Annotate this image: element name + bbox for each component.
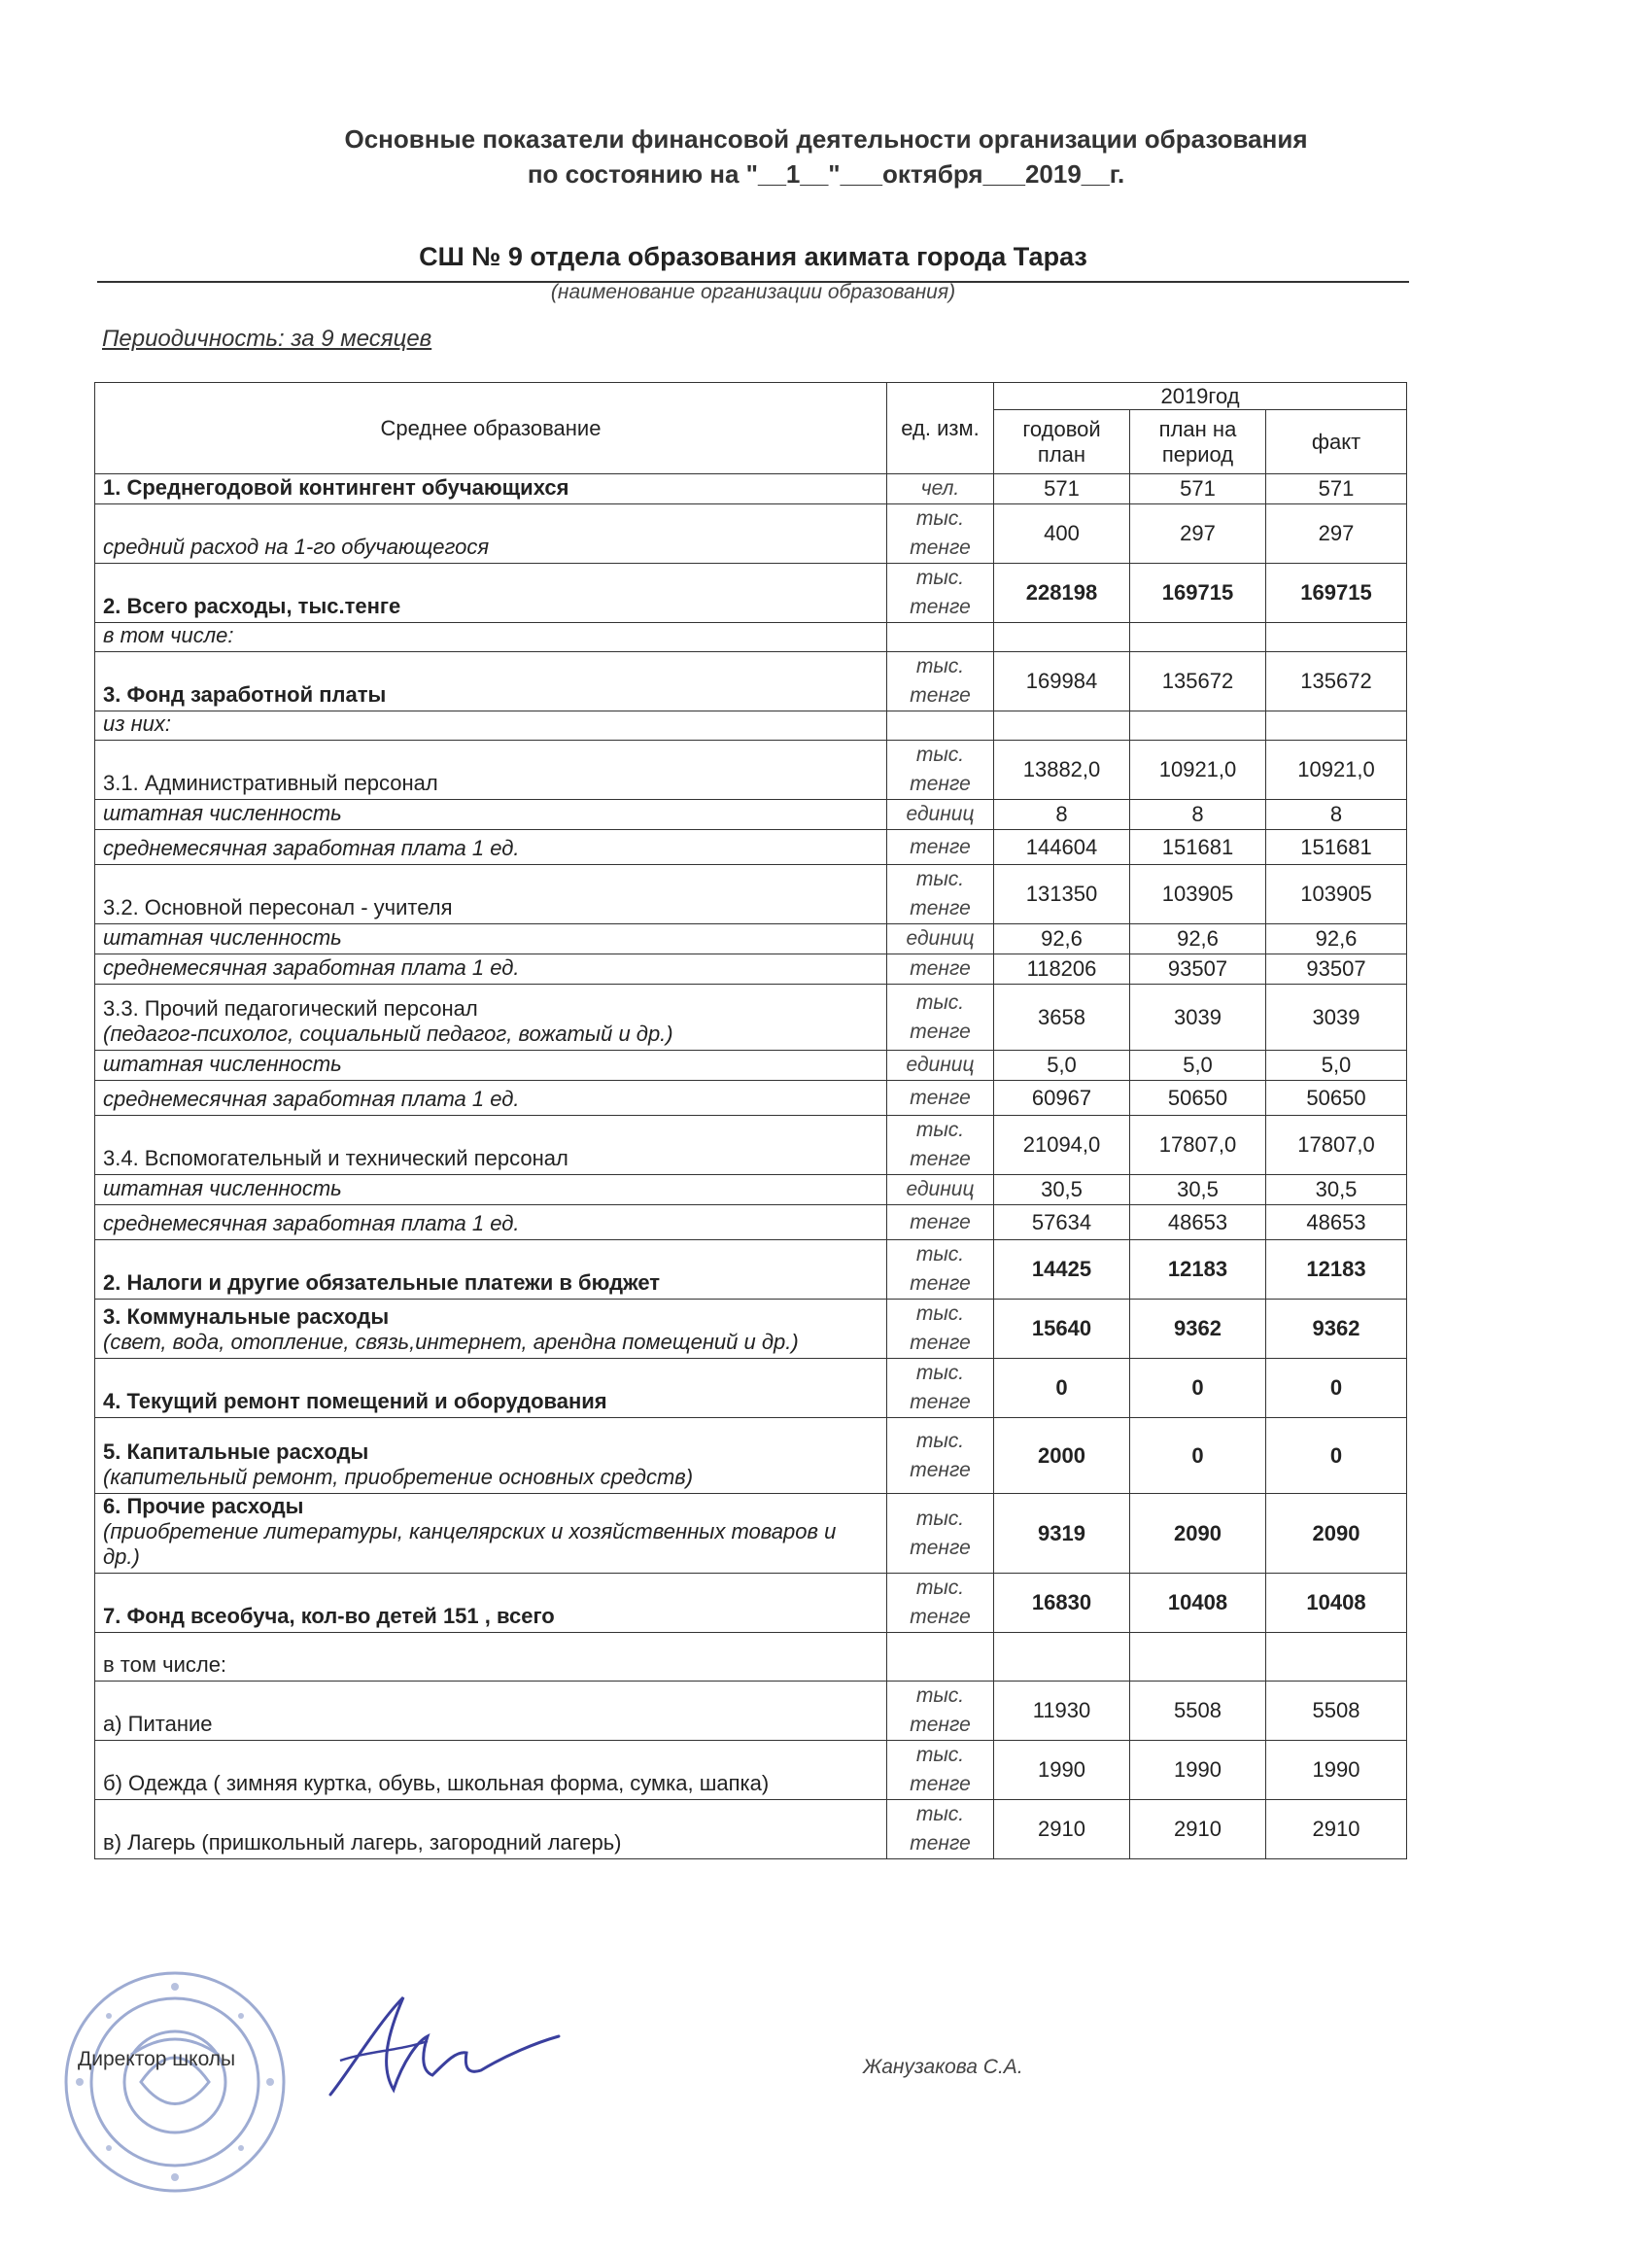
row-unit [887,1574,994,1633]
row-label: в том числе: [103,623,234,647]
row-label-cell [95,1574,887,1633]
row-label-cell [95,652,887,711]
unit-text: тыс. [915,1243,965,1266]
organization-name: СШ № 9 отдела образования акимата города Тараз [419,242,1087,271]
annual-plan-value: 30,5 [994,1175,1130,1205]
table-row [95,623,1407,652]
row-label: б) Одежда ( зимняя куртка, обувь, школьная форма, сумка, шапка) [103,1771,770,1795]
period-plan-value: 297 [1130,504,1266,564]
period-plan-value: 3039 [1130,985,1266,1051]
annual-plan-value: 228198 [994,564,1130,623]
annual-plan-value: 118206 [994,954,1130,985]
period-plan-value: 169715 [1130,564,1266,623]
row-label-cell [95,1682,887,1741]
unit-text: тыс. [915,990,965,1014]
unit-text: тенге [910,1086,971,1109]
header-year: 2019год [994,383,1407,410]
fact-value: 0 [1266,1418,1407,1494]
fact-value: 2910 [1266,1800,1407,1859]
annual-plan-value: 8 [994,800,1130,830]
fact-value: 5,0 [1266,1051,1407,1081]
row-label-cell [95,1051,887,1081]
unit-text: тенге [910,957,971,980]
unit-text: тыс. [915,744,965,766]
row-unit [887,1494,994,1574]
row-unit [887,1175,994,1205]
fact-value: 151681 [1266,830,1407,865]
row-sublabel: (капительный ремонт, приобретение основных средств) [103,1465,694,1489]
table-row [95,1682,1407,1741]
unit-text: тыс. [915,655,965,677]
unit-text: тыс. [915,1302,965,1325]
period-plan-value: 50650 [1130,1081,1266,1116]
row-unit [887,1116,994,1175]
period-plan-value: 92,6 [1130,924,1266,954]
row-label: среднемесячная заработная плата 1 ед. [103,955,520,980]
row-label: 6. Прочие расходы [103,1494,304,1518]
fact-value: 2090 [1266,1494,1407,1574]
unit-text: тенге [910,1714,971,1736]
unit-text: чел. [920,477,960,500]
annual-plan-value: 5,0 [994,1051,1130,1081]
row-label: 5. Капитальные расходы [103,1439,369,1464]
annual-plan-value: 0 [994,1359,1130,1418]
row-label-cell [95,1359,887,1418]
row-unit [887,1633,994,1682]
fact-value [1266,1633,1407,1682]
table-row [95,1116,1407,1175]
financial-indicators-table [94,382,1407,1859]
fact-value: 135672 [1266,652,1407,711]
fact-value: 8 [1266,800,1407,830]
unit-text: тыс. [915,1577,965,1599]
row-sublabel: (педагог-психолог, социальный педагог, вожатый и др.) [103,1022,673,1046]
row-unit [887,1051,994,1081]
row-sublabel: (свет, вода, отопление, связь,интернет, арендна помещений и др.) [103,1330,799,1354]
period-plan-value: 9362 [1130,1300,1266,1359]
row-label-cell [95,1418,887,1494]
unit-text: тенге [910,1148,971,1170]
row-label: 3. Коммунальные расходы [103,1304,390,1329]
fact-value: 571 [1266,474,1407,504]
row-unit [887,1741,994,1800]
row-label-cell [95,800,887,830]
row-label-cell [95,1240,887,1300]
period-plan-value: 5,0 [1130,1051,1266,1081]
header-section: Среднее образование [95,383,887,474]
row-label: среднемесячная заработная плата 1 ед. [103,1211,520,1235]
period-plan-value: 93507 [1130,954,1266,985]
unit-text: тенге [910,1210,971,1233]
unit-text: тенге [910,1832,971,1855]
annual-plan-value: 11930 [994,1682,1130,1741]
unit-text: тенге [910,1536,971,1559]
director-signature [311,1983,564,2109]
row-label-cell [95,474,887,504]
fact-value: 0 [1266,1359,1407,1418]
unit-text: тыс. [915,1119,965,1141]
period-plan-value: 8 [1130,800,1266,830]
row-label-cell [95,1205,887,1240]
unit-text: тенге [910,1332,971,1354]
fact-value: 30,5 [1266,1175,1407,1205]
row-unit [887,1418,994,1494]
unit-text: тенге [910,897,971,919]
unit-text: тенге [910,1272,971,1295]
annual-plan-value: 21094,0 [994,1116,1130,1175]
fact-value: 10921,0 [1266,741,1407,800]
table-row [95,800,1407,830]
unit-text: тыс. [915,1507,965,1530]
period-plan-value: 151681 [1130,830,1266,865]
annual-plan-value: 144604 [994,830,1130,865]
fact-value: 169715 [1266,564,1407,623]
period-plan-value: 103905 [1130,865,1266,924]
unit-text: тенге [910,1773,971,1795]
row-label: 2. Налоги и другие обязательные платежи в бюджет [103,1270,661,1295]
row-unit [887,985,994,1051]
row-unit [887,741,994,800]
fact-value: 3039 [1266,985,1407,1051]
row-label: 3.1. Административный персонал [103,771,438,795]
annual-plan-value: 9319 [994,1494,1130,1574]
unit-text: тенге [910,1458,971,1481]
period-plan-value: 17807,0 [1130,1116,1266,1175]
unit-text: тенге [910,537,971,559]
row-label: 3.2. Основной пересонал - учителя [103,895,453,919]
fact-value: 9362 [1266,1300,1407,1359]
fact-value: 50650 [1266,1081,1407,1116]
period-plan-value: 5508 [1130,1682,1266,1741]
annual-plan-value: 169984 [994,652,1130,711]
fact-value: 93507 [1266,954,1407,985]
unit-text: тенге [910,773,971,795]
table-row [95,1300,1407,1359]
period-plan-value: 2910 [1130,1800,1266,1859]
annual-plan-value [994,1633,1130,1682]
period-plan-value [1130,1633,1266,1682]
row-label-cell [95,830,887,865]
table-row [95,1633,1407,1682]
row-label-cell [95,1741,887,1800]
row-label: 1. Среднегодовой контингент обучающихся [103,475,569,500]
table-header [95,383,1407,474]
row-label-cell [95,954,887,985]
annual-plan-value: 13882,0 [994,741,1130,800]
period-plan-value: 48653 [1130,1205,1266,1240]
unit-text: тенге [910,596,971,618]
unit-text: тенге [910,835,971,858]
row-label-cell [95,985,887,1051]
row-label: а) Питание [103,1712,213,1736]
organization-caption: (наименование организации образования) [550,281,956,303]
period-plan-value: 12183 [1130,1240,1266,1300]
unit-text: тыс. [915,1744,965,1766]
row-unit [887,1800,994,1859]
table-row [95,741,1407,800]
fact-value: 5508 [1266,1682,1407,1741]
annual-plan-value: 571 [994,474,1130,504]
row-label: среднемесячная заработная плата 1 ед. [103,836,520,860]
period-plan-value: 10408 [1130,1574,1266,1633]
annual-plan-value: 131350 [994,865,1130,924]
fact-value: 48653 [1266,1205,1407,1240]
period-plan-value: 30,5 [1130,1175,1266,1205]
director-name: Жанузакова С.А. [863,2056,1023,2078]
table-row [95,474,1407,504]
row-unit [887,711,994,741]
unit-text: тыс. [915,1684,965,1707]
row-label: в) Лагерь (пришкольный лагерь, загородний лагерь) [103,1830,622,1855]
unit-text: тенге [910,1020,971,1043]
table-row [95,985,1407,1051]
table-row [95,830,1407,865]
period-plan-value: 1990 [1130,1741,1266,1800]
document-title-line1: Основные показатели финансовой деятельности организации образования [344,124,1308,154]
row-label: штатная численность [103,1176,342,1200]
table-row [95,1574,1407,1633]
row-label: из них: [103,711,172,736]
fact-value: 92,6 [1266,924,1407,954]
annual-plan-value: 3658 [994,985,1130,1051]
row-label: среднемесячная заработная плата 1 ед. [103,1087,520,1111]
row-label-cell [95,1494,887,1574]
header-annual-plan: годовой план [994,410,1130,474]
table-row [95,1205,1407,1240]
annual-plan-value: 92,6 [994,924,1130,954]
fact-value: 10408 [1266,1574,1407,1633]
unit-text: тыс. [915,868,965,890]
row-label: 7. Фонд всеобуча, кол-во детей 151 , всего [103,1604,555,1628]
unit-text: тыс. [915,1362,965,1384]
table-row [95,1175,1407,1205]
fact-value: 297 [1266,504,1407,564]
row-label: в том числе: [103,1652,227,1677]
period-plan-value [1130,623,1266,652]
annual-plan-value: 400 [994,504,1130,564]
row-label-cell [95,741,887,800]
unit-text: тыс. [915,1429,965,1452]
table-row [95,1081,1407,1116]
director-label: Директор школы [78,2048,236,2070]
row-unit [887,865,994,924]
fact-value: 103905 [1266,865,1407,924]
row-label-cell [95,865,887,924]
row-unit [887,954,994,985]
annual-plan-value [994,623,1130,652]
row-unit [887,1081,994,1116]
header-period-plan: план на период [1130,410,1266,474]
table-row [95,1800,1407,1859]
row-unit [887,504,994,564]
row-unit [887,652,994,711]
row-unit [887,1240,994,1300]
fact-value: 1990 [1266,1741,1407,1800]
row-unit [887,1359,994,1418]
unit-text: тенге [910,1391,971,1413]
header-unit: ед. изм. [887,383,994,474]
row-label: 3. Фонд заработной платы [103,682,387,707]
annual-plan-value: 15640 [994,1300,1130,1359]
table-row [95,954,1407,985]
table-row [95,652,1407,711]
header-fact: факт [1266,410,1407,474]
unit-text: единиц [906,1178,975,1200]
unit-text: тыс. [915,567,965,589]
table-row [95,1051,1407,1081]
unit-text: единиц [906,1054,975,1076]
row-unit [887,564,994,623]
row-label-cell [95,564,887,623]
table-row [95,564,1407,623]
table-body [95,474,1407,1859]
unit-text: тыс. [915,1803,965,1825]
fact-value [1266,711,1407,741]
period-plan-value: 135672 [1130,652,1266,711]
annual-plan-value [994,711,1130,741]
row-unit [887,1300,994,1359]
row-label: средний расход на 1-го обучающегося [103,535,490,559]
annual-plan-value: 57634 [994,1205,1130,1240]
row-unit [887,800,994,830]
row-unit [887,623,994,652]
table-row [95,711,1407,741]
period-plan-value: 571 [1130,474,1266,504]
row-label-cell [95,711,887,741]
period-plan-value: 0 [1130,1359,1266,1418]
row-label-cell [95,504,887,564]
row-label: штатная численность [103,801,342,825]
document-title-line2: по состоянию на "__1__"___октября___2019__г. [527,159,1125,189]
unit-text: единиц [906,927,975,950]
table-row [95,865,1407,924]
annual-plan-value: 16830 [994,1574,1130,1633]
fact-value: 12183 [1266,1240,1407,1300]
period-plan-value: 0 [1130,1418,1266,1494]
annual-plan-value: 60967 [994,1081,1130,1116]
row-label-cell [95,924,887,954]
annual-plan-value: 14425 [994,1240,1130,1300]
fact-value [1266,623,1407,652]
period-plan-value [1130,711,1266,741]
row-label: штатная численность [103,1052,342,1076]
row-label-cell [95,1300,887,1359]
row-label-cell [95,1800,887,1859]
row-label: 3.3. Прочий педагогический персонал [103,996,478,1021]
row-label-cell [95,1175,887,1205]
period-plan-value: 2090 [1130,1494,1266,1574]
row-unit [887,1682,994,1741]
row-unit [887,1205,994,1240]
annual-plan-value: 2910 [994,1800,1130,1859]
table-row [95,1741,1407,1800]
table-row [95,1494,1407,1574]
table-row [95,924,1407,954]
periodicity-label: Периодичность: за 9 месяцев [102,326,432,352]
annual-plan-value: 1990 [994,1741,1130,1800]
unit-text: тенге [910,684,971,707]
fact-value: 17807,0 [1266,1116,1407,1175]
period-plan-value: 10921,0 [1130,741,1266,800]
row-unit [887,474,994,504]
table-row [95,1418,1407,1494]
row-label: 2. Всего расходы, тыс.тенге [103,594,401,618]
table-row [95,504,1407,564]
row-unit [887,830,994,865]
row-label-cell [95,623,887,652]
unit-text: тыс. [915,507,965,530]
row-label-cell [95,1116,887,1175]
unit-text: единиц [906,803,975,825]
row-sublabel: (приобретение литературы, канцелярских и хозяйственных товаров и др.) [103,1519,837,1569]
school-stamp [39,1965,330,2208]
table-row [95,1240,1407,1300]
row-unit [887,924,994,954]
row-label: 3.4. Вспомогательный и технический персонал [103,1146,568,1170]
row-label-cell [95,1081,887,1116]
unit-text: тенге [910,1606,971,1628]
row-label: штатная численность [103,925,342,950]
row-label: 4. Текущий ремонт помещений и оборудования [103,1389,607,1413]
row-label-cell [95,1633,887,1682]
table-row [95,1359,1407,1418]
annual-plan-value: 2000 [994,1418,1130,1494]
